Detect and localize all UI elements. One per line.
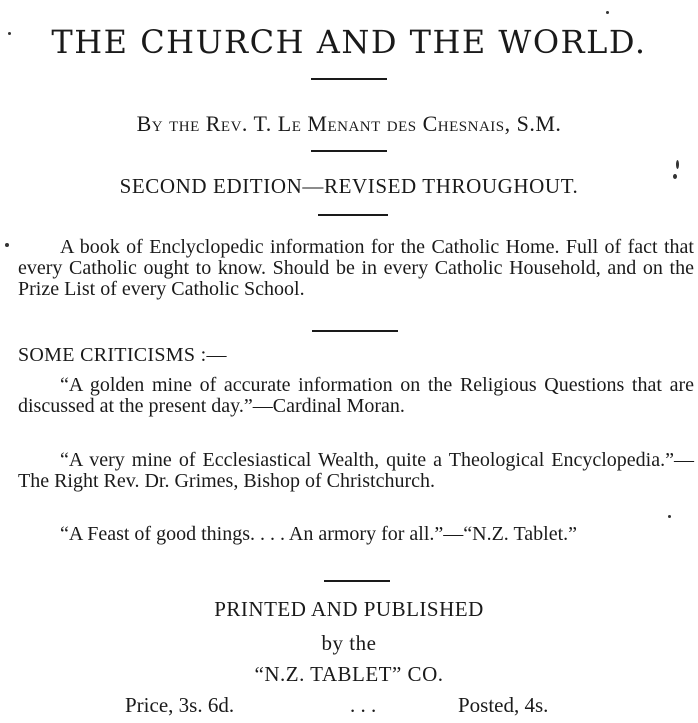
price-dots: . . . [350, 693, 377, 717]
criticism-quote: “A Feast of good things. . . . An armory for all.”—“N.Z. Tablet.” [60, 523, 578, 545]
book-title: THE CHURCH AND THE WORLD. [51, 23, 647, 61]
print-speck [673, 174, 677, 179]
criticisms-heading: SOME CRITICISMS :— [18, 344, 227, 366]
publisher-heading: PRINTED AND PUBLISHED [214, 597, 484, 621]
divider-rule [311, 150, 387, 152]
print-speck [676, 160, 679, 169]
divider-rule [311, 78, 387, 80]
print-speck [606, 11, 609, 14]
divider-rule [312, 330, 398, 332]
criticism-quote: “A golden mine of accurate information on the Religious Questions that are discussed at the present day.”—Cardinal Moran. [18, 374, 694, 417]
posted-price-text: Posted, 4s. [458, 693, 549, 717]
criticism-quote: “A very mine of Ecclesiastical Wealth, quite a Theological Encyclopedia.”—The Right Rev. Dr. Grimes, Bishop of Christchurch. [18, 449, 694, 492]
book-description: A book of Enclyclopedic information for the Catholic Home. Full of fact that every Catholic ought to know. Should be in every Catholic Household, and on the Prize List of every Catholic School. [18, 236, 694, 300]
print-speck [8, 32, 11, 35]
publisher-name: “N.Z. TABLET” CO. [254, 662, 444, 686]
print-speck [5, 243, 9, 247]
author-line: By the Rev. T. Le Menant des Chesnais, S.M. [136, 111, 562, 136]
print-speck [668, 515, 671, 518]
publisher-by: by the [321, 631, 377, 655]
price-text: Price, 3s. 6d. [125, 693, 235, 717]
divider-rule [318, 214, 388, 216]
edition-line: SECOND EDITION—REVISED THROUGHOUT. [119, 174, 579, 198]
divider-rule [324, 580, 390, 582]
